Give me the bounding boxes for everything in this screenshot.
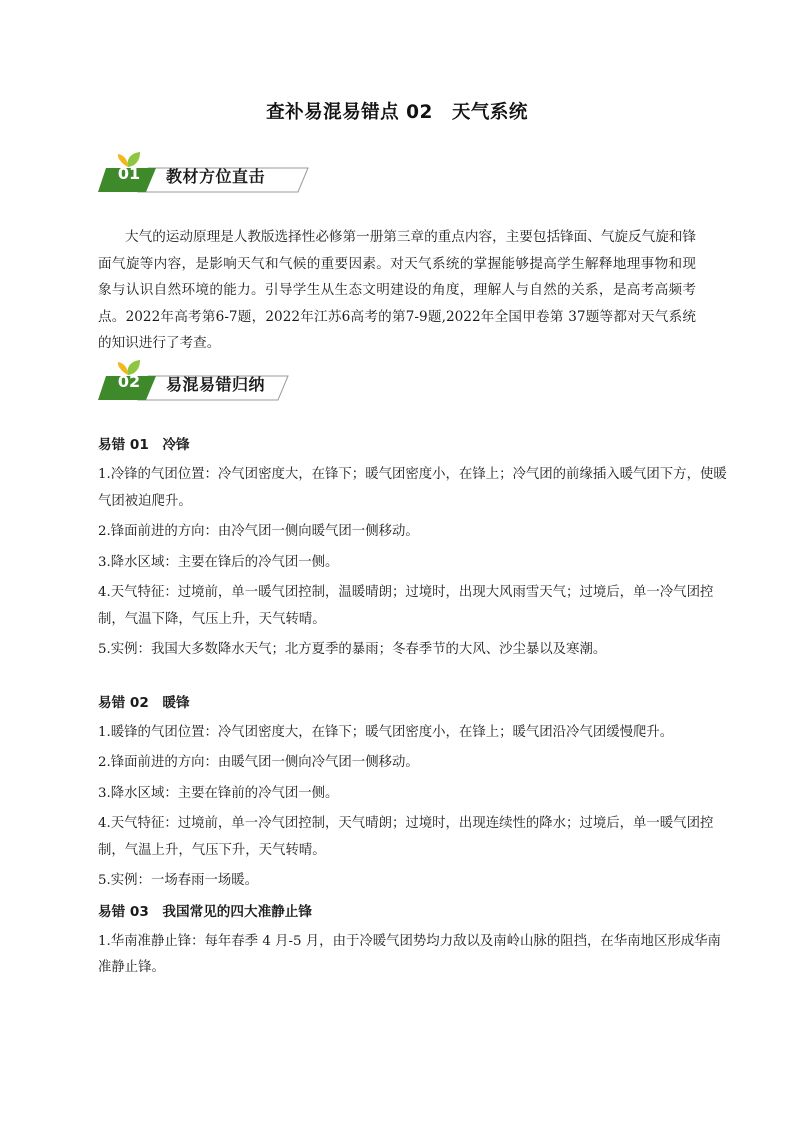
error-item: 1.冷锋的气团位置：冷气团密度大，在锋下；暖气团密度小，在锋上；冷气团的前缘插入暖气团下方，使暖气团被迫爬升。 bbox=[98, 467, 727, 509]
error-block-cold-front bbox=[98, 432, 730, 664]
error-item: 3.降水区域：主要在锋后的冷气团一侧。 bbox=[98, 554, 339, 570]
error-heading: 易错 01 冷锋 bbox=[98, 437, 190, 453]
error-heading: 易错 03 我国常见的四大准静止锋 bbox=[98, 903, 312, 920]
error-item: 4.天气特征：过境前，单一暖气团控制，温暖晴朗；过境时，出现大风雨雪天气；过境后，单一冷气团控制，气温下降，气压上升，天气转晴。 bbox=[98, 585, 714, 627]
error-item: 5.实例：我国大多数降水天气；北方夏季的暴雨；冬春季节的大风、沙尘暴以及寒潮。 bbox=[98, 642, 607, 657]
error-list bbox=[98, 432, 730, 986]
error-block-warm-front bbox=[98, 690, 730, 895]
error-item: 5.实例：一场春雨一场暖。 bbox=[98, 873, 259, 888]
section-label: 教材方位直击 bbox=[166, 167, 266, 186]
error-item: 1.华南准静止锋：每年春季 4 月-5 月，由于冷暖气团势均力敌以及南岭山脉的阻挡，在华南地区形成华南准静止锋。 bbox=[98, 933, 721, 975]
section-label: 易混易错归纳 bbox=[166, 375, 266, 394]
error-item: 2.锋面前进的方向：由暖气团一侧向冷气团一侧移动。 bbox=[98, 755, 419, 770]
section-number: 01 bbox=[117, 164, 141, 183]
page-title: 查补易混易错点 02 天气系统 bbox=[266, 102, 528, 123]
error-item: 2.锋面前进的方向：由冷气团一侧向暖气团一侧移动。 bbox=[98, 524, 419, 539]
section-banner-02 bbox=[98, 360, 358, 400]
error-item: 3.降水区域：主要在锋前的冷气团一侧。 bbox=[98, 785, 339, 801]
error-heading: 易错 02 暖锋 bbox=[98, 694, 190, 711]
intro-paragraph: 大气的运动原理是人教版选择性必修第一册第三章的重点内容，主要包括锋面、气旋反气旋和锋面气旋等内容，是影响天气和气候的重要因素。对天气系统的掌握能够提高学生解释地理事物和现象与认识自然环境的能力。引导学生从生态文明建设的角度，理解人与自然的关系，是高考高频考点。2022年高考第6-7题，2022年江苏6高考的第7-9题,2022年全国甲卷第 37题等都对天气系统的知识进行了考查。 bbox=[98, 229, 696, 351]
error-block-stationary-fronts bbox=[98, 899, 730, 982]
section-banner-01 bbox=[98, 152, 358, 192]
section-number: 02 bbox=[117, 372, 141, 391]
error-item: 1.暖锋的气团位置：冷气团密度大，在锋下；暖气团密度小，在锋上；暖气团沿冷气团缓慢爬升。 bbox=[98, 724, 674, 740]
error-item: 4.天气特征：过境前，单一冷气团控制，天气晴朗；过境时，出现连续性的降水；过境后，单一暖气团控制，气温上升，气压下升，天气转晴。 bbox=[98, 816, 714, 858]
